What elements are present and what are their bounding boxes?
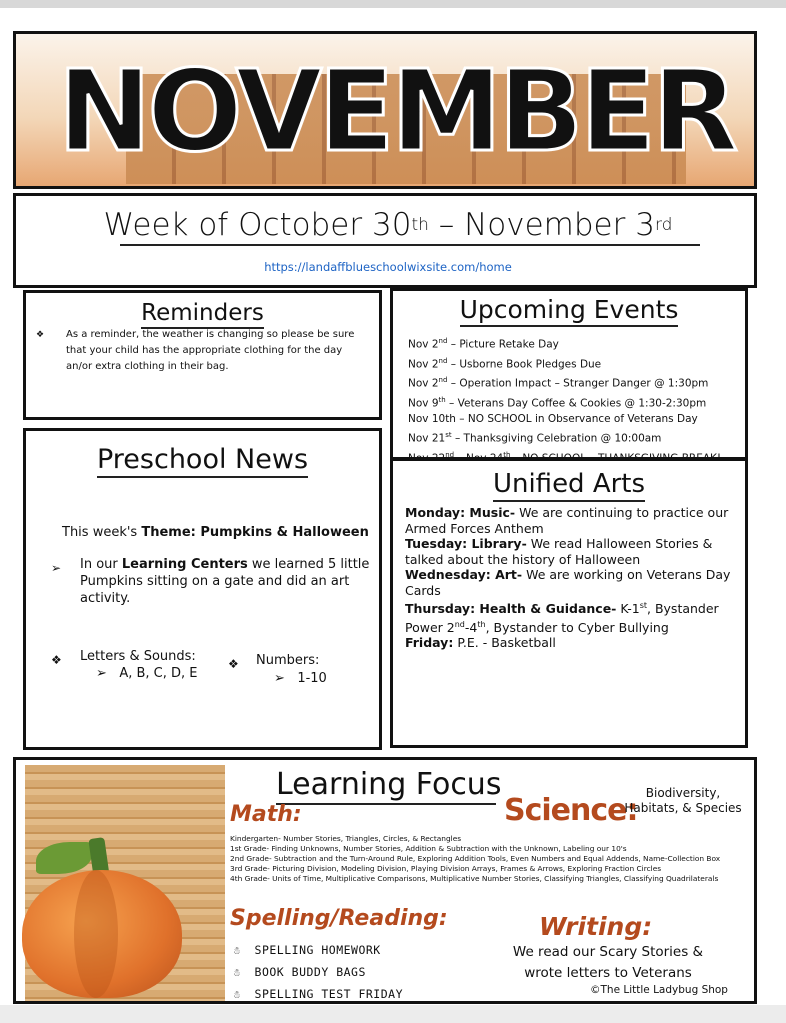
- unified-arts-title: Unified Arts: [393, 469, 745, 499]
- math-topic: Kindergarten- Number Stories, Triangles, Circles, & Rectangles: [230, 834, 462, 843]
- spelling-item: ☃ SPELLING TEST FRIDAY: [234, 987, 404, 1001]
- weekly-theme: This week's Theme: Pumpkins & Halloween: [62, 525, 369, 540]
- week-title: [16, 203, 760, 247]
- reminder-text: As a reminder, the weather is changing so please be sure that your child has the appropriate clothing for the day an/or extra clothing in their bag.: [66, 329, 355, 372]
- arrow-bullet-icon: ➢: [96, 666, 107, 681]
- top-strip: [0, 0, 786, 8]
- writing-text: We read our Scary Stories & wrote letters to Veterans: [512, 944, 704, 981]
- spelling-item: ☃ BOOK BUDDY BAGS: [234, 965, 366, 979]
- numbers-label: Numbers:: [256, 653, 320, 668]
- diamond-bullet-icon: ❖: [228, 657, 239, 671]
- event-item: Nov 2nd – Usborne Book Pledges Due: [408, 356, 602, 370]
- copyright: ©The Little Ladybug Shop: [590, 984, 728, 996]
- numbers-value: ➢ 1-10: [274, 671, 327, 686]
- unified-arts-panel: [390, 458, 748, 748]
- week-prefix: Week of October 30: [103, 207, 412, 243]
- school-website-link[interactable]: https://landaffblueschoolwixsite.com/home: [264, 260, 512, 274]
- upcoming-events-panel: [390, 288, 748, 460]
- event-item: $^{nd}$ $^{th}$: [445, 450, 511, 459]
- math-topic: 3rd Grade- Picturing Division, Modeling Division, Playing Division Arrays, Frames & Arrows, Exploring Fraction Circles: [230, 864, 662, 873]
- page-bottom-strip: [0, 1005, 786, 1023]
- week-header: [13, 193, 757, 288]
- spelling-list: [234, 940, 403, 1004]
- week-sup2: rd: [654, 215, 673, 235]
- pumpkin-illustration: [22, 870, 182, 998]
- event-item: Nov 2nd – Picture Retake Day: [408, 337, 559, 351]
- science-heading: Science:: [504, 793, 638, 828]
- event-item: Nov 10th – NO SCHOOL in Observance of Veterans Day: [408, 413, 698, 425]
- event-item: Nov 9th – Veterans Day Coffee & Cookies @ 1:30-2:30pm: [408, 395, 707, 409]
- learning-focus-underline: [276, 803, 496, 805]
- math-heading: Math:: [230, 802, 302, 827]
- writing-heading: Writing:: [539, 912, 653, 941]
- week-underline: [120, 244, 700, 246]
- event-item: Nov 2nd – Operation Impact – Stranger Danger @ 1:30pm: [408, 376, 709, 390]
- week-sup1: th: [411, 215, 429, 235]
- learning-focus-title: Learning Focus: [276, 767, 502, 802]
- reminders-title: Reminders: [26, 298, 379, 328]
- arrow-bullet-icon: ➢: [51, 561, 62, 575]
- diamond-bullet-icon: ❖: [36, 330, 45, 340]
- wednesday-entry: Wednesday: Art- We are working on Veterans Day Cards: [405, 567, 731, 598]
- letters-sounds-label: Letters & Sounds:: [80, 649, 196, 664]
- science-topic: Biodiversity, Habitats, & Species: [624, 786, 742, 815]
- friday-entry: Friday: P.E. - Basketball: [405, 635, 556, 651]
- event-list: [408, 333, 748, 466]
- arrow-bullet-icon: ➢: [274, 671, 285, 686]
- reminders-panel: [23, 290, 382, 420]
- banner-title: NOVEMBER: [57, 47, 735, 177]
- tuesday-entry: Tuesday: Library- We read Halloween Stories & talked about the history of Halloween: [405, 536, 713, 567]
- snowman-icon: ☃: [234, 968, 241, 979]
- event-item: Nov 21st – Thanksgiving Celebration @ 10:00am: [408, 431, 662, 445]
- diamond-bullet-icon: ❖: [51, 653, 62, 667]
- monday-entry: Monday: Music- We are continuing to practice our Armed Forces Anthem: [405, 505, 729, 536]
- snowman-icon: ☃: [234, 946, 241, 957]
- math-topic: 1st Grade- Finding Unknowns, Number Stories, Addition & Subtraction with the Unknown, Labeling our 10's: [230, 844, 627, 853]
- november-banner: [13, 31, 757, 189]
- preschool-news-title: Preschool News: [26, 445, 379, 475]
- snowman-icon: ☃: [234, 990, 241, 1001]
- spelling-reading-heading: Spelling/Reading:: [230, 906, 448, 931]
- week-middle: – November 3: [428, 207, 655, 243]
- spelling-item: ☃ SPELLING HOMEWORK: [234, 943, 381, 957]
- letters-sounds-value: ➢ A, B, C, D, E: [96, 666, 198, 681]
- unified-arts-schedule: [405, 505, 741, 651]
- learning-centers-text: In our Learning Centers we learned 5 little Pumpkins sitting on a gate and did an art activity.: [80, 557, 370, 606]
- math-topic: 4th Grade- Units of Time, Multiplicative Comparisons, Multiplicative Number Stories, Classifying Triangles, Classifying Quadrilaterals: [230, 874, 719, 883]
- math-topics: [230, 834, 750, 884]
- thursday-entry: Thursday: Health & Guidance- K-1st, Bystander Power 2nd-4th, Bystander to Cyber Bullying: [405, 601, 719, 635]
- preschool-news-panel: [23, 428, 382, 750]
- upcoming-events-title: Upcoming Events: [393, 295, 745, 325]
- math-topic: 2nd Grade- Subtraction and the Turn-Around Rule, Exploring Addition Tools, Even Numbers and Equal Addends, Name-Collection Box: [230, 854, 721, 863]
- learning-focus-panel: [13, 757, 757, 1004]
